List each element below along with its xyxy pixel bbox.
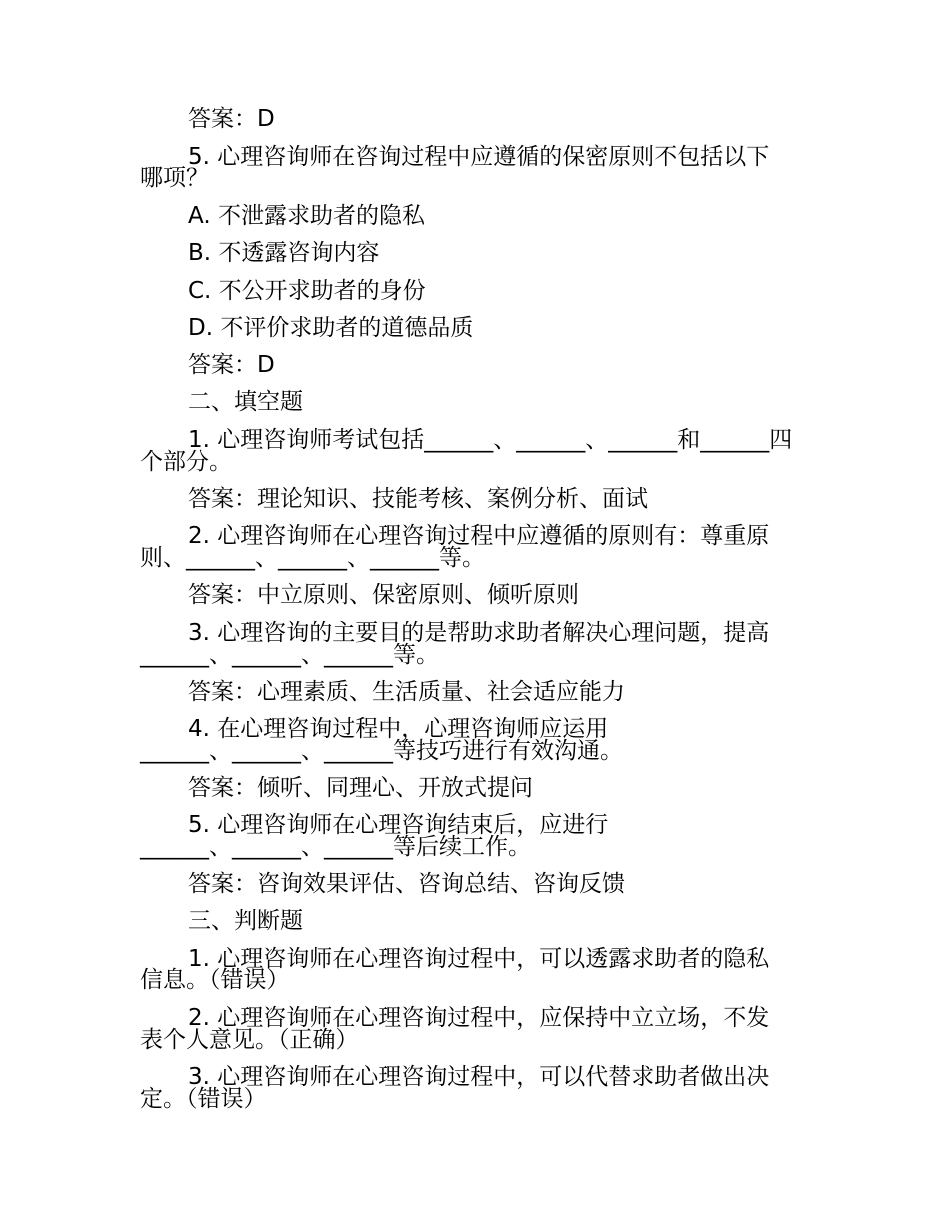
- question-continuation: 表个人意见。（正确）: [140, 1027, 359, 1053]
- option-line: C. 不公开求助者的身份: [188, 278, 426, 304]
- question-line: 3. 心理咨询师在心理咨询过程中，可以代替求助者做出决: [188, 1064, 770, 1090]
- question-line: 3. 心理咨询的主要目的是帮助求助者解决心理问题，提高: [188, 620, 770, 646]
- question-continuation: ______、______、______等技巧进行有效沟通。: [140, 738, 623, 764]
- question-continuation: 哪项？: [140, 165, 209, 191]
- option-line: A. 不泄露求助者的隐私: [188, 203, 425, 229]
- answer-line: 答案：咨询效果评估、咨询总结、咨询反馈: [188, 871, 625, 897]
- question-line: 2. 心理咨询师在心理咨询过程中，应保持中立立场，不发: [188, 1005, 770, 1031]
- question-continuation: 则、______、______、______等。: [140, 545, 485, 571]
- question-continuation: 信息。（错误）: [140, 967, 290, 993]
- question-line: 5. 心理咨询师在咨询过程中应遵循的保密原则不包括以下: [188, 144, 770, 170]
- answer-line: 答案：心理素质、生活质量、社会适应能力: [188, 679, 625, 705]
- question-line: 5. 心理咨询师在心理咨询结束后，应进行: [188, 812, 609, 838]
- option-line: D. 不评价求助者的道德品质: [188, 315, 474, 341]
- answer-line: 答案：理论知识、技能考核、案例分析、面试: [188, 486, 648, 512]
- question-line: 1. 心理咨询师在心理咨询过程中，可以透露求助者的隐私: [188, 946, 770, 972]
- question-line: 2. 心理咨询师在心理咨询过程中应遵循的原则有：尊重原: [188, 523, 770, 549]
- question-continuation: 个部分。: [140, 449, 232, 475]
- option-line: B. 不透露咨询内容: [188, 240, 380, 266]
- answer-line: 答案：D: [188, 106, 275, 132]
- answer-line: 答案：倾听、同理心、开放式提问: [188, 775, 533, 801]
- answer-line: 答案：D: [188, 352, 275, 378]
- section-heading: 三、判断题: [188, 908, 303, 934]
- section-heading: 二、填空题: [188, 389, 303, 415]
- answer-line: 答案：中立原则、保密原则、倾听原则: [188, 582, 579, 608]
- question-line: 1. 心理咨询师考试包括______、______、______和______四: [188, 427, 793, 453]
- question-continuation: ______、______、______等。: [140, 642, 439, 668]
- question-continuation: 定。（错误）: [140, 1086, 267, 1112]
- question-line: 4. 在心理咨询过程中，心理咨询师应运用: [188, 716, 609, 742]
- question-continuation: ______、______、______等后续工作。: [140, 834, 531, 860]
